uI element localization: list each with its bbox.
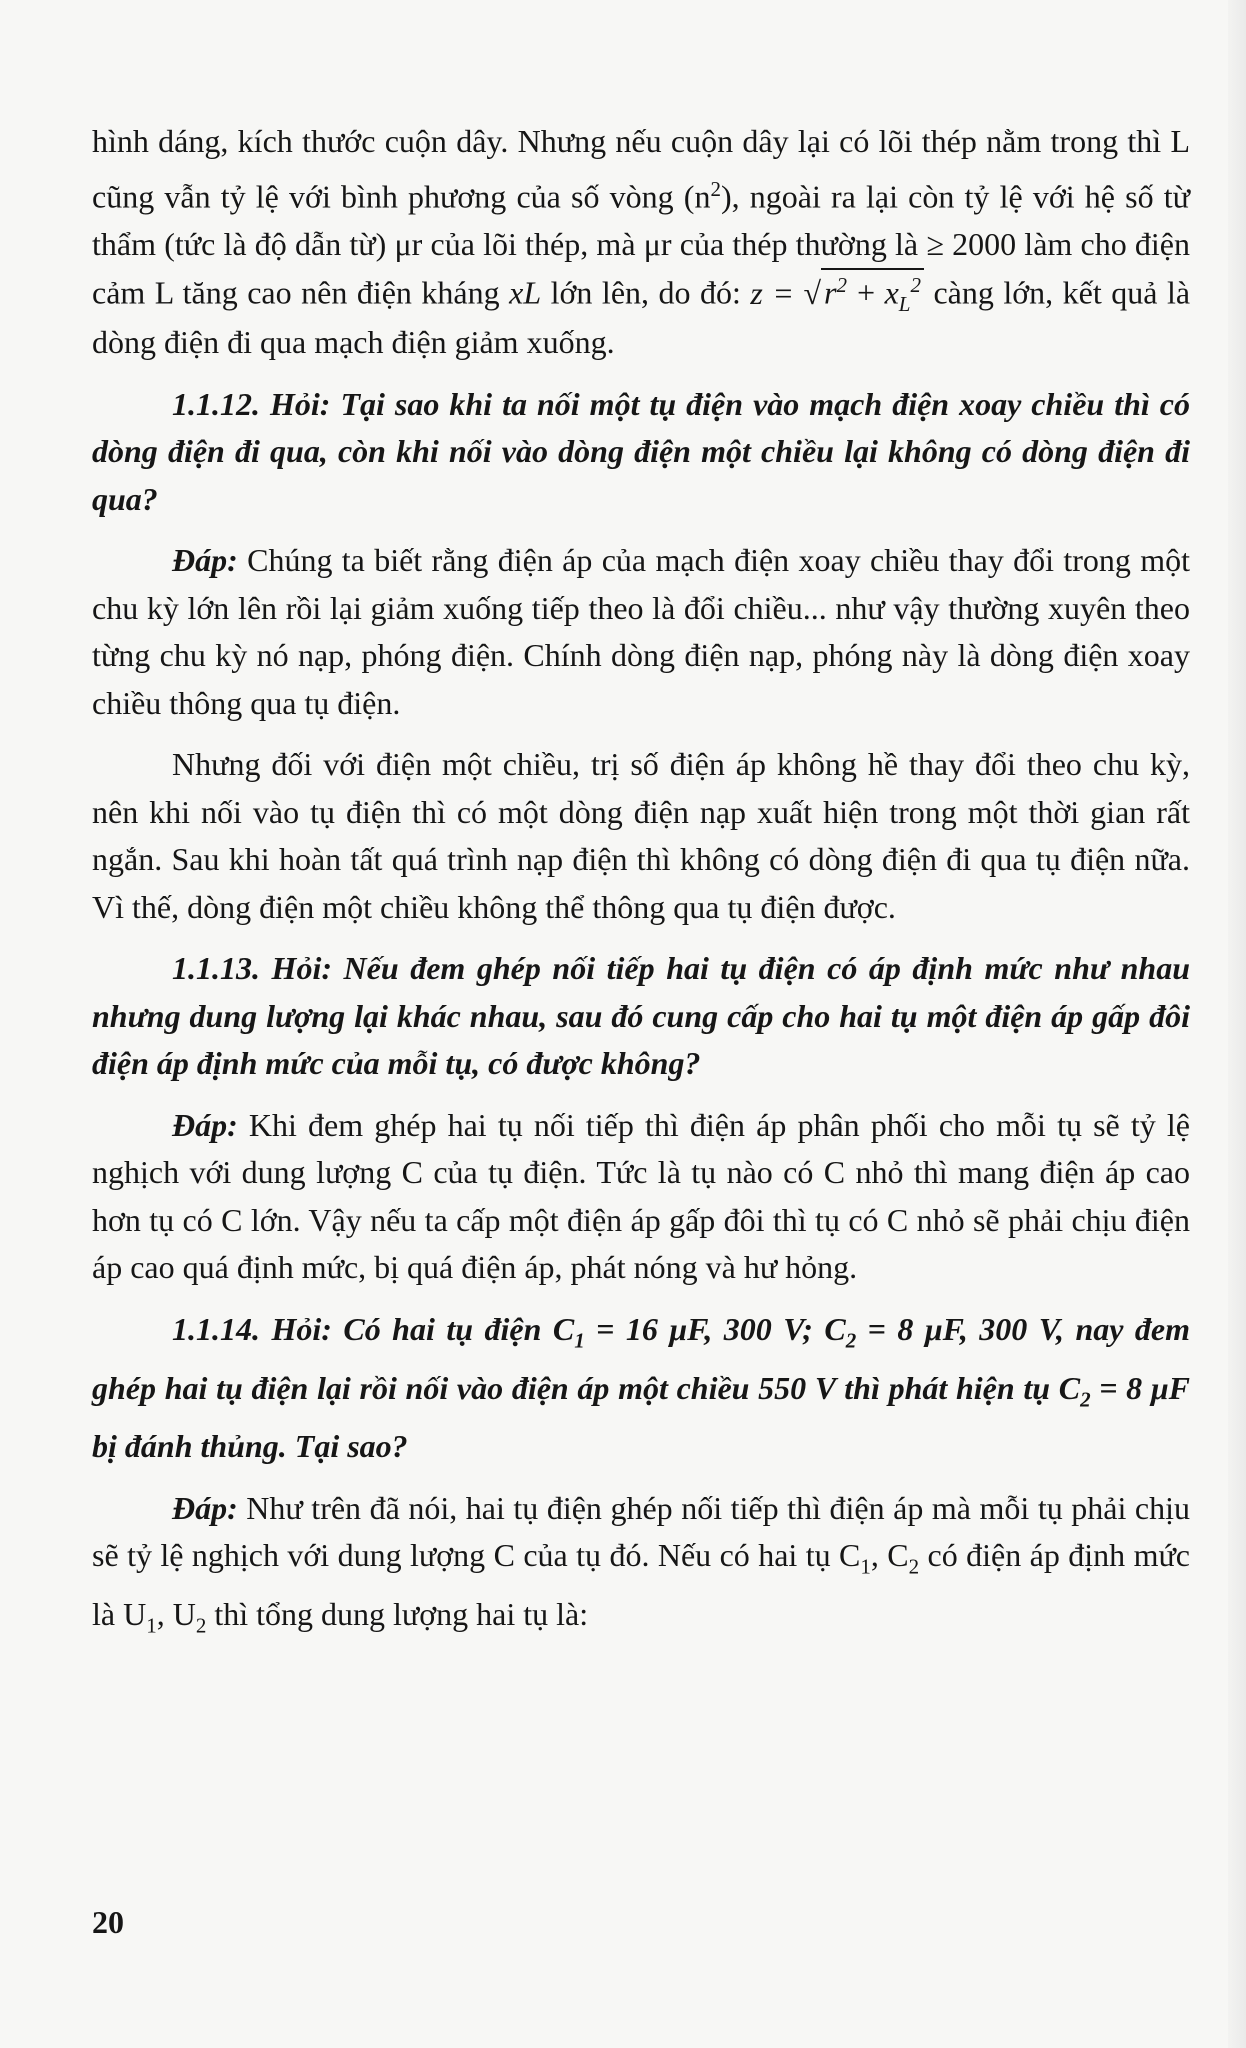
formula-lhs: z = <box>750 274 804 311</box>
page-number: 20 <box>92 1904 124 1940</box>
intro-text-4: càng lớn, kết quả là dòng điện đi qua mạch điện giảm xuống. <box>92 274 1191 361</box>
question-1-1-13: 1.1.13. Hỏi: Nếu đem ghép nối tiếp hai tụ điện có áp định mức như nhau nhưng dung lượng lại khác nhau, sau đó cung cấp cho hai tụ một điện áp gấp đôi điện áp định mức của mỗi tụ, có được không? <box>92 950 1190 1082</box>
intro-paragraph <box>92 118 1190 367</box>
answer-text-d: , U <box>156 1596 196 1633</box>
answer-text-c: có điện áp định mức là U <box>92 1537 1191 1633</box>
formula-r-exponent: 2 <box>836 273 847 298</box>
subscript-1: 1 <box>860 1554 871 1579</box>
question-1-1-14 <box>92 1306 1190 1471</box>
formula-r: r <box>824 274 837 311</box>
answer-text: Chúng ta biết rằng điện áp của mạch điện xoay chiều thay đổi trong một chu kỳ lớn lên rồi lại giảm xuống tiếp theo là đổi chiều... như vậy thường xuyên theo từng chu kỳ nó nạp, phóng điện. Chính dòng điện nạp, phóng này là dòng điện xoay chiều thông qua tụ điện. <box>92 542 1190 721</box>
question-text-a: 1.1.14. Hỏi: Có hai tụ điện C <box>172 1310 575 1347</box>
intro-text-3: lớn lên, do đó: <box>541 274 751 311</box>
subscript-2: 2 <box>845 1328 857 1353</box>
question-1-1-12: 1.1.12. Hỏi: Tại sao khi ta nối một tụ điện vào mạch điện xoay chiều thì có dòng điện đi qua, còn khi nối vào dòng điện một chiều lại không có dòng điện đi qua? <box>92 385 1190 517</box>
subscript-1: 1 <box>146 1613 157 1638</box>
answer-text-e: thì tổng dung lượng hai tụ là: <box>206 1596 589 1633</box>
document-page <box>92 118 1190 1650</box>
intro-text-2: ), ngoài ra lại còn tỷ lệ với hệ số từ thẩm (tức là độ dẫn từ) μr của lõi thép, mà μr của thép thường là ≥ 2000 làm cho điện cảm L tăng cao nên điện kháng <box>92 178 1191 311</box>
answer-label: Đáp: <box>172 1489 238 1526</box>
question-text-c: = 8 μF, 300 V, nay đem ghép hai tụ điện lại rồi nối vào điện áp một chiều 550 V thì phát hiện tụ C <box>92 1310 1191 1406</box>
answer-1-1-14 <box>92 1485 1190 1650</box>
answer-text: Khi đem ghép hai tụ nối tiếp thì điện áp phân phối cho mỗi tụ sẽ tỷ lệ nghịch với dung lượng C của tụ điện. Tức là tụ nào có C nhỏ thì mang điện áp cao hơn tụ có C lớn. Vậy nếu ta cấp một điện áp gấp đôi thì tụ có C nhỏ sẽ phải chịu điện áp cao quá định mức, bị quá điện áp, phát nóng và hư hỏng. <box>92 1106 1190 1286</box>
sqrt-body <box>821 268 924 319</box>
answer-text-a: Như trên đã nói, hai tụ điện ghép nối tiếp thì điện áp mà mỗi tụ phải chịu sẽ tỷ lệ nghịch với dung lượng C của tụ đó. Nếu có hai tụ C <box>92 1489 1190 1574</box>
question-text-d: = 8 μF bị đánh thủng. Tại sao? <box>92 1369 1191 1465</box>
question-text-b: = 16 μF, 300 V; C <box>584 1310 846 1347</box>
formula-plus-x: + x <box>846 274 899 311</box>
impedance-formula <box>750 273 924 317</box>
subscript-2: 2 <box>1080 1386 1091 1411</box>
subscript-2: 2 <box>908 1554 920 1579</box>
subscript-2: 2 <box>195 1613 207 1638</box>
intro-text-1: hình dáng, kích thước cuộn dây. Nhưng nếu cuộn dây lại có lõi thép nằm trong thì L cũng vẫn tỷ lệ với bình phương của số vòng (n <box>92 123 1190 215</box>
page-edge-shadow <box>1228 0 1246 2048</box>
answer-1-1-12 <box>92 537 1190 727</box>
answer-label: Đáp: <box>172 1106 238 1143</box>
subscript-1: 1 <box>574 1328 585 1353</box>
superscript-2: 2 <box>710 176 721 201</box>
answer-text-b: , C <box>870 1537 909 1574</box>
answer-1-1-13 <box>92 1102 1190 1292</box>
answer-label: Đáp: <box>172 542 238 579</box>
sqrt-sign-icon: √ <box>803 274 822 311</box>
xl-symbol: xL <box>509 274 542 311</box>
formula-sub-l: L <box>898 292 911 317</box>
answer-1-1-12-para2: Nhưng đối với điện một chiều, trị số điện áp không hề thay đổi theo chu kỳ, nên khi nối vào tụ điện thì có một dòng điện nạp xuất hiện trong một thời gian rất ngắn. Sau khi hoàn tất quá trình nạp điện thì không có dòng điện đi qua tụ điện nữa. Vì thế, dòng điện một chiều không thể thông qua tụ điện được. <box>92 746 1190 925</box>
formula-x-exponent: 2 <box>910 273 921 298</box>
